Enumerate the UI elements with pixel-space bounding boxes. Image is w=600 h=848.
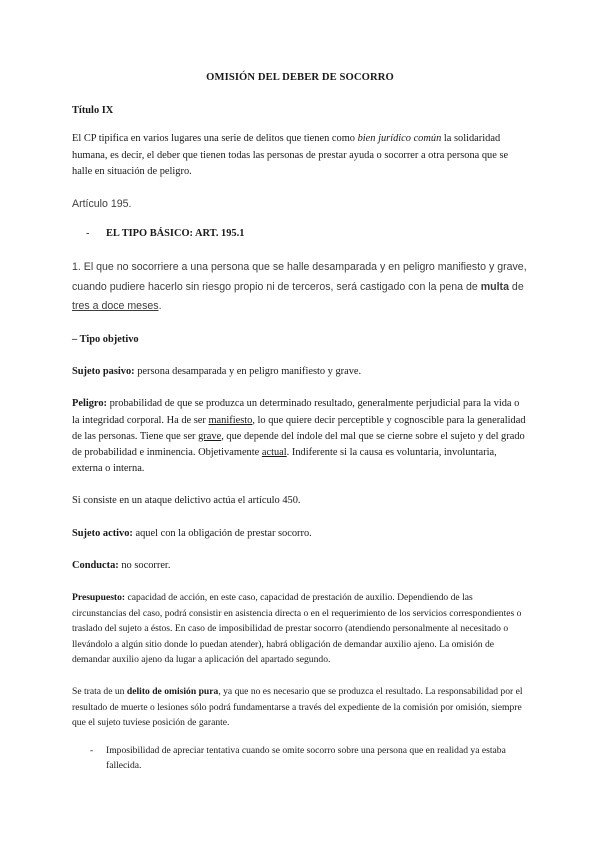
art-multa: multa <box>480 280 509 293</box>
sujeto-activo-paragraph <box>72 526 528 542</box>
sujeto-pasivo-label: Sujeto pasivo: <box>72 366 135 378</box>
peligro-text-2: , lo que quiere decir perceptible y cognoscible para la generalidad de las personas. Tiene que ser <box>72 414 526 442</box>
bullet-label: EL TIPO BÁSICO: ART. 195.1 <box>106 228 245 240</box>
bullet-dash: - <box>86 228 90 240</box>
ataque-paragraph: Si consiste en un ataque delictivo actúa el artículo 450. <box>72 495 301 507</box>
presupuesto-label: Presupuesto: <box>72 592 126 604</box>
conducta-label: Conducta: <box>72 559 119 571</box>
peligro-paragraph <box>72 396 528 477</box>
peligro-manifiesto: manifiesto <box>208 414 253 426</box>
omision-pura-paragraph <box>72 684 528 731</box>
art-text-2: de <box>508 280 524 293</box>
intro-italic: bien jurídico común <box>357 133 442 145</box>
bullet-dash: - <box>90 744 94 756</box>
bullet-tipo-basico <box>72 226 528 242</box>
tipo-objetivo-heading: – Tipo objetivo <box>72 334 139 346</box>
bullet-tentativa <box>72 743 528 774</box>
intro-paragraph <box>72 131 528 180</box>
sujeto-activo-text: aquel con la obligación de prestar socorro. <box>132 527 312 539</box>
intro-text-1: El CP tipifica en varios lugares una serie de delitos que tienen como <box>72 133 358 145</box>
sujeto-pasivo-paragraph <box>72 364 528 380</box>
article-195-1-paragraph <box>72 258 528 316</box>
omision-text-1: Se trata de un <box>72 686 127 698</box>
document-title: OMISIÓN DEL DEBER DE SOCORRO <box>206 72 394 83</box>
peligro-grave: grave <box>198 430 222 442</box>
sujeto-pasivo-text: persona desamparada y en peligro manifiesto y grave. <box>134 366 362 378</box>
peligro-actual: actual <box>261 447 287 459</box>
peligro-text-1: probabilidad de que se produzca un determinado resultado, generalmente perjudicial para la vida o la integridad corporal. Ha de ser <box>72 398 520 426</box>
conducta-text: no socorrer. <box>118 559 171 571</box>
peligro-label: Peligro: <box>72 398 108 410</box>
article-heading: Artículo 195. <box>72 198 132 211</box>
omision-text-2: , ya que no es necesario que se produzca el resultado. La responsabilidad por el resultado de muerte o lesiones sólo podrá fundamentarse a través del expediente de la comisión por omisión, siempre que el sujeto tuviese posición de garante. <box>72 686 523 729</box>
section-heading: Título IX <box>72 105 114 117</box>
tentativa-text: Imposibilidad de apreciar tentativa cuando se omite socorro sobre una persona que en realidad ya estaba fallecida. <box>106 744 506 772</box>
presupuesto-paragraph <box>72 590 528 668</box>
intro-text-2: la solidaridad humana, es decir, el deber que tienen todas las personas de prestar ayuda o socorrer a otra persona que se halle en situación de peligro. <box>72 133 509 177</box>
presupuesto-text: capacidad de acción, en este caso, capacidad de prestación de auxilio. Dependiendo de las circunstancias del caso, podrá consistir en asistencia directa o en el requerimiento de los servicios correspondientes o traslado del sujeto a éstos. En caso de imposibilidad de prestar socorro (atendiendo personalmente al necesitado o llevándolo a algún sitio donde lo puedan atender), habrá obligación de demandar auxilio ajeno. La omisión de demandar auxilio ajeno da lugar a aplicación del apartado segundo. <box>72 592 522 666</box>
art-text-1: 1. El que no socorriere a una persona que se halle desamparada y en peligro manifiesto y grave, cuando pudiere hacerlo sin riesgo propio ni de terceros, será castigado con la pena de <box>72 261 527 293</box>
peligro-text-3: , que depende del índole del mal que se cierne sobre el sujeto y del grado de probabilidad e inminencia. Objetivamente <box>72 430 525 459</box>
art-text-3: . <box>158 299 162 312</box>
peligro-text-4: . Indiferente si la causa es voluntaria, involuntaria, externa o interna. <box>72 447 497 475</box>
sujeto-activo-label: Sujeto activo: <box>72 527 133 539</box>
conducta-paragraph <box>72 558 528 574</box>
art-duration: tres a doce meses <box>72 299 159 312</box>
omision-bold: delito de omisión pura <box>126 686 219 698</box>
